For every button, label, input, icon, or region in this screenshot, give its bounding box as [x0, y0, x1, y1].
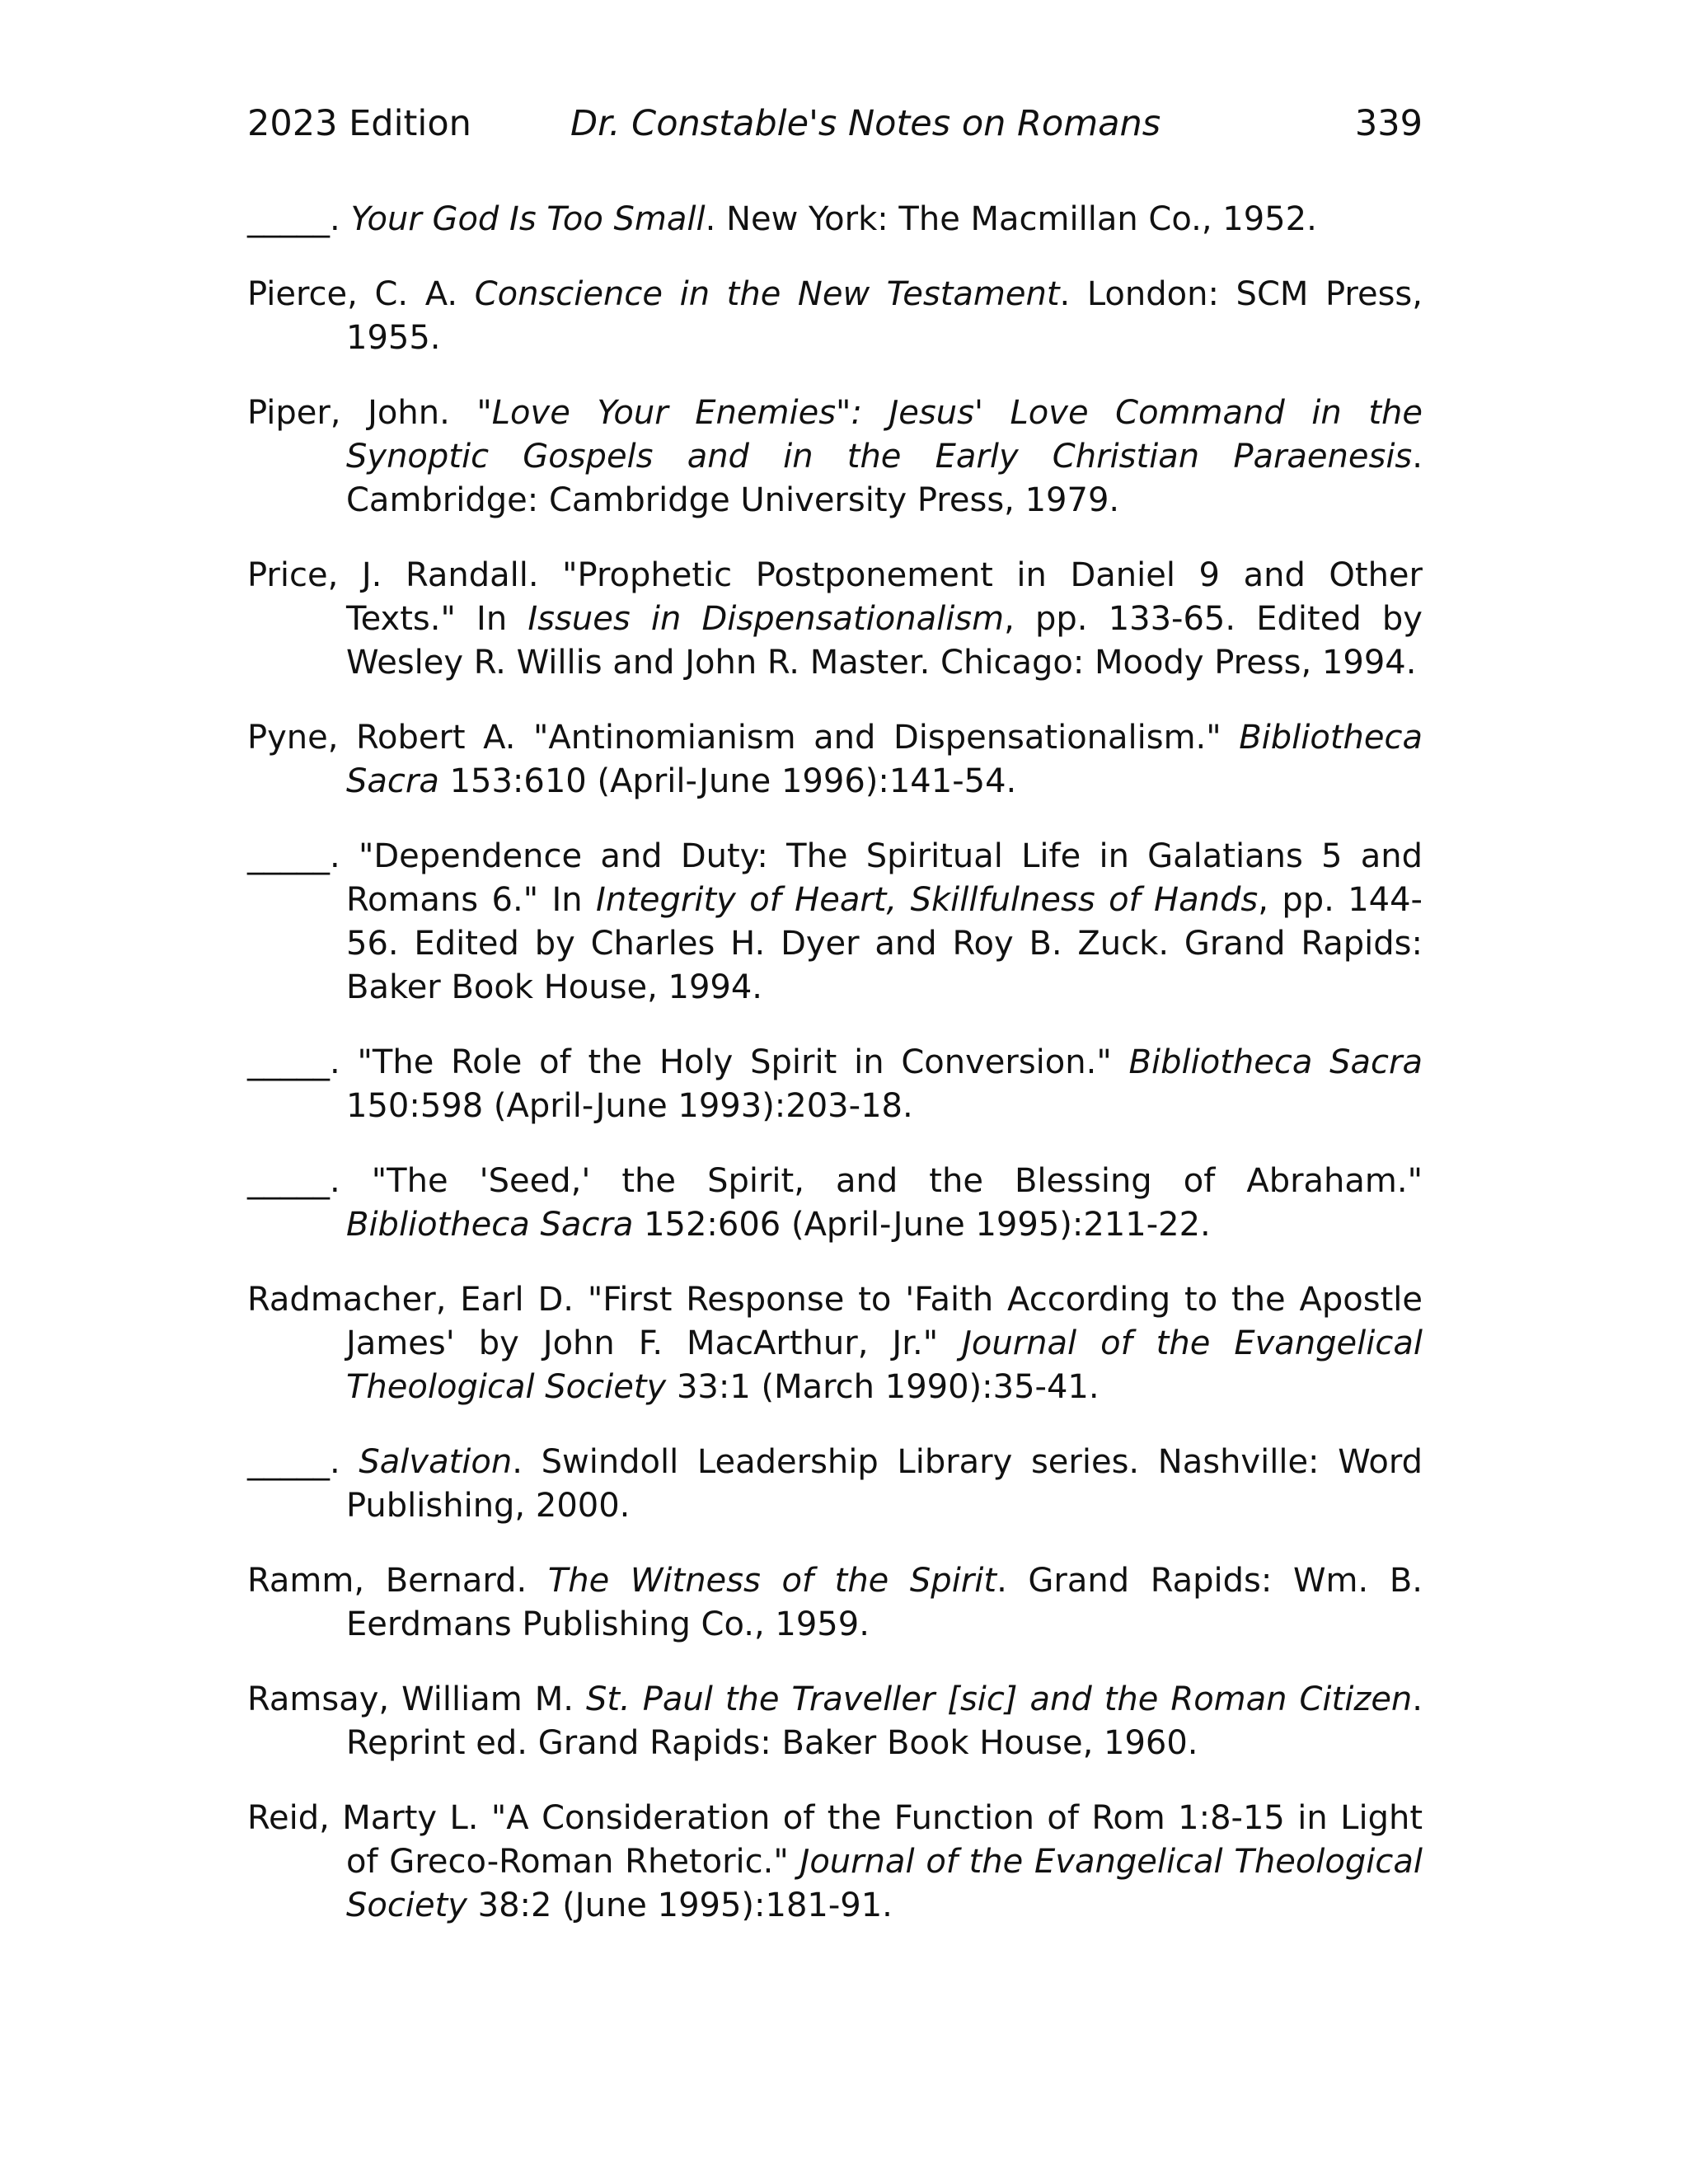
entry-italic-title: Bibliotheca Sacra — [346, 719, 1423, 800]
entry-text: . London: SCM Press, 1955. — [346, 275, 1423, 357]
page-number: 339 — [1354, 103, 1423, 144]
entry-text: _____. — [247, 1443, 359, 1481]
entry-text: . Cambridge: Cambridge University Press, 1979. — [346, 438, 1423, 519]
entry-italic-title: "Love Your Enemies": Jesus' Love Command in the Synoptic Gospels and in the Early Christian Paraenesis — [346, 394, 1423, 476]
bibliography-entry — [247, 716, 1423, 804]
entry-text: Reid, Marty L. "A Consideration of the Function of Rom 1:8-15 in Light of Greco-Roman Rhetoric." — [247, 1799, 1423, 1881]
entry-italic-title: Journal of the Evangelical Theological Society — [346, 1843, 1423, 1924]
entry-italic-title: Bibliotheca Sacra — [346, 1206, 634, 1244]
entry-text: _____. "Dependence and Duty: The Spiritual Life in Galatians 5 and Romans 6." In — [247, 837, 1423, 919]
entry-text: 150:598 (April-June 1993):203-18. — [346, 1087, 913, 1125]
entry-text: Pierce, C. A. — [247, 275, 475, 313]
entry-italic-title: Issues in Dispensationalism — [528, 600, 1005, 638]
entry-text: _____. — [247, 200, 351, 238]
bibliography-entry — [247, 198, 1423, 241]
entry-italic-title: Bibliotheca Sacra — [1128, 1043, 1423, 1081]
bibliography-entry — [247, 1160, 1423, 1247]
document-title: Dr. Constable's Notes on Romans — [570, 103, 1161, 144]
entry-text: Price, J. Randall. "Prophetic Postponement in Daniel 9 and Other Texts." In — [247, 556, 1423, 638]
entry-text: . New York: The Macmillan Co., 1952. — [705, 200, 1317, 238]
entry-italic-title: Journal of the Evangelical Theological Society — [346, 1324, 1423, 1406]
entry-italic-title: Your God Is Too Small — [350, 200, 706, 238]
entry-text: Ramm, Bernard. — [247, 1562, 548, 1600]
bibliography-entry — [247, 273, 1423, 360]
bibliography-entry — [247, 1041, 1423, 1128]
entry-text: , pp. 144-56. Edited by Charles H. Dyer and Roy B. Zuck. Grand Rapids: Baker Book House, 1994. — [346, 881, 1423, 1006]
entry-text: . Grand Rapids: Wm. B. Eerdmans Publishing Co., 1959. — [346, 1562, 1423, 1643]
entry-italic-title: Salvation — [359, 1443, 513, 1481]
entry-italic-title: Integrity of Heart, Skillfulness of Hands — [596, 881, 1259, 919]
entry-text: . Swindoll Leadership Library series. Nashville: Word Publishing, 2000. — [346, 1443, 1423, 1525]
entry-text: , pp. 133-65. Edited by Wesley R. Willis and John R. Master. Chicago: Moody Press, 1994. — [346, 600, 1423, 682]
entry-text: 153:610 (April-June 1996):141-54. — [438, 762, 1017, 800]
entry-text: _____. "The Role of the Holy Spirit in Conversion." — [247, 1043, 1129, 1081]
bibliography-entry — [247, 391, 1423, 523]
entry-italic-title: Conscience in the New Testament — [474, 275, 1060, 313]
entry-text: Radmacher, Earl D. "First Response to 'Faith According to the Apostle James' by John F. MacArthur, Jr." — [247, 1281, 1423, 1362]
entry-text: 33:1 (March 1990):35-41. — [666, 1368, 1100, 1406]
entry-text: Ramsay, William M. — [247, 1680, 586, 1718]
bibliography-entry — [247, 554, 1423, 685]
bibliography-entry — [247, 1441, 1423, 1528]
document-page — [247, 99, 1423, 1959]
edition-label: 2023 Edition — [247, 103, 471, 144]
bibliography-entry — [247, 1678, 1423, 1765]
entry-text: . Reprint ed. Grand Rapids: Baker Book House, 1960. — [346, 1680, 1423, 1762]
entry-text: 38:2 (June 1995):181-91. — [467, 1886, 893, 1924]
bibliography-entry — [247, 1559, 1423, 1647]
bibliography-entry — [247, 1797, 1423, 1928]
entry-text: _____. "The 'Seed,' the Spirit, and the Blessing of Abraham." — [247, 1162, 1423, 1200]
bibliography-list — [247, 198, 1423, 1928]
entry-text: Pyne, Robert A. "Antinomianism and Dispensationalism." — [247, 719, 1240, 757]
entry-text: Piper, John. — [247, 394, 477, 432]
bibliography-entry — [247, 1278, 1423, 1409]
running-header — [247, 99, 1423, 148]
entry-text: 152:606 (April-June 1995):211-22. — [633, 1206, 1211, 1244]
bibliography-entry — [247, 835, 1423, 1010]
entry-italic-title: The Witness of the Spirit — [547, 1562, 997, 1600]
entry-italic-title: St. Paul the Traveller [sic] and the Roman Citizen — [585, 1680, 1413, 1718]
